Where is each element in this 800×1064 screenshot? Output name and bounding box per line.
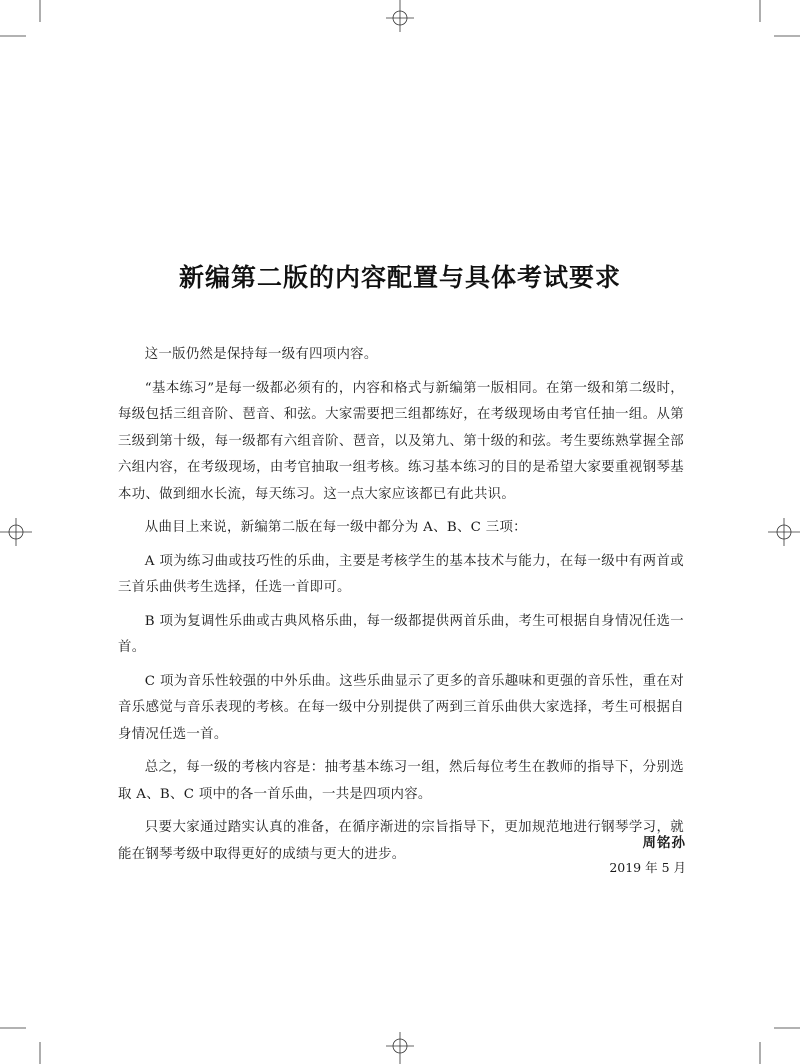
- paragraph-repertoire-sections: 从曲目上来说，新编第二版在每一级中都分为 A、B、C 三项：: [144, 520, 527, 535]
- signature-block: [609, 830, 686, 880]
- paragraph-closing: 只要大家通过踏实认真的准备，在循序渐进的宗旨指导下，更加规范地进行钢琴学习，就能在钢琴考级中取得更好的成绩与更大的进步。: [118, 820, 684, 862]
- paragraph-section-c: C 项为音乐性较强的中外乐曲。这些乐曲显示了更多的音乐趣味和更强的音乐性，重在对音乐感觉与音乐表现的考核。在每一级中分别提供了两到三首乐曲供大家选择，考生可根据自身情况任选一首。: [118, 673, 684, 742]
- signature-date: 2019 年 5 月: [609, 860, 686, 875]
- registration-mark-top: [386, 0, 414, 32]
- page-title: 新编第二版的内容配置与具体考试要求: [178, 263, 621, 292]
- paragraph-section-b: B 项为复调性乐曲或古典风格乐曲，每一级都提供两首乐曲，考生可根据自身情况任选一首。: [118, 613, 684, 655]
- paragraph-basic-exercises: “基本练习”是每一级都必须有的，内容和格式与新编第一版相同。在第一级和第二级时，每级包括三组音阶、琶音、和弦。大家需要把三组都练好，在考级现场由考官任抽一组。从第三级到第十级，每一级都有六组音阶、琶音，以及第九、第十级的和弦。考生要练熟掌握全部六组内容，在考级现场，由考官抽取一组考核。练习基本练习的目的是希望大家要重视钢琴基本功、做到细水长流，每天练习。这一点大家应该都已有此共识。: [118, 380, 684, 502]
- paragraph-section-a: A 项为练习曲或技巧性的乐曲，主要是考核学生的基本技术与能力，在每一级中有两首或三首乐曲供考生选择，任选一首即可。: [118, 553, 684, 595]
- registration-mark-left: [0, 518, 32, 546]
- author-name: 周铭孙: [642, 835, 686, 851]
- crop-mark-bottom-right: [760, 1028, 800, 1064]
- registration-mark-right: [768, 518, 800, 546]
- crop-mark-top-right: [760, 0, 800, 36]
- article-body: [118, 342, 684, 875]
- crop-mark-bottom-left: [0, 1028, 40, 1064]
- paragraph-intro: 这一版仍然是保持每一级有四项内容。: [144, 347, 378, 362]
- registration-mark-bottom: [386, 1032, 414, 1064]
- paragraph-summary: 总之，每一级的考核内容是：抽考基本练习一组，然后每位考生在教师的指导下，分别选取 A、B、C 项中的各一首乐曲，一共是四项内容。: [118, 760, 684, 802]
- crop-mark-top-left: [0, 0, 40, 36]
